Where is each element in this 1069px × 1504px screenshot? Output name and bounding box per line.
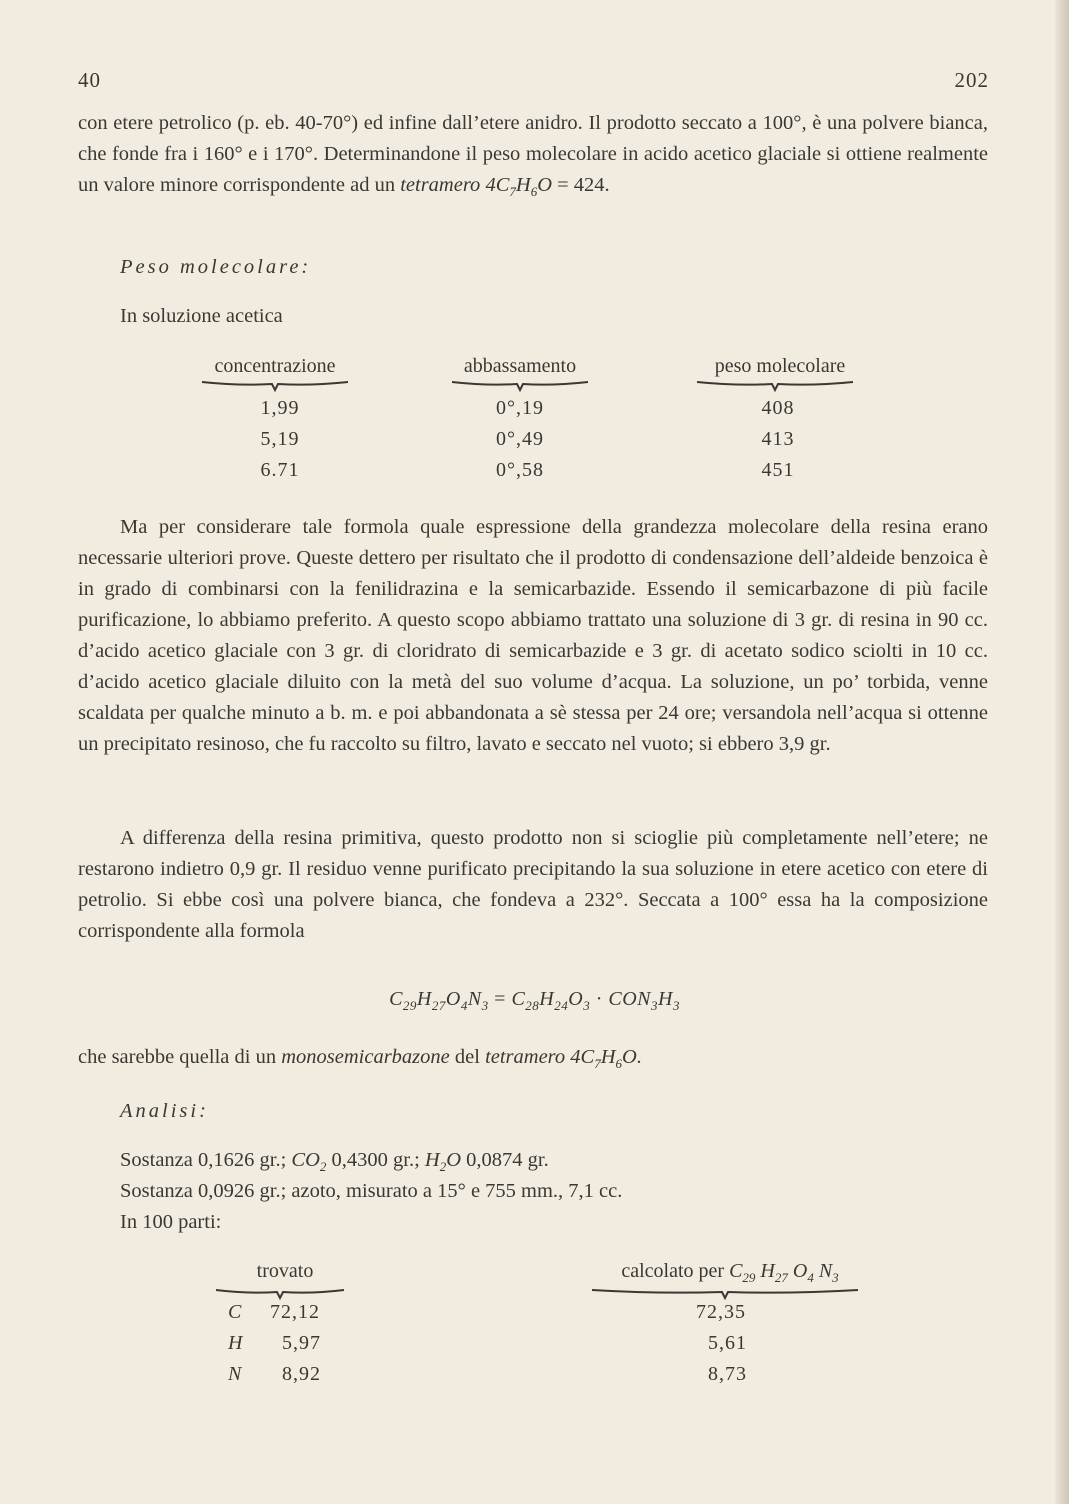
table1-header-peso-molecolare: peso molecolare	[714, 355, 846, 377]
paragraph-purification: A differenza della resina primitiva, questo prodotto non si scioglie più completamente nell’etere; ne restarono indietro 0,9 gr. Il residuo venne purificato precipitando la sua soluzione in etere acetico con etere di petrolio. Si ebbe così una polvere bianca, che fondeva a 232°. Seccata a 100° essa ha la composizione corrispondente alla formola	[78, 827, 988, 942]
term-tetramero: tetramero	[485, 1046, 566, 1068]
table1-cell: 1,99	[260, 397, 300, 419]
element-label: C	[228, 1301, 242, 1323]
found-value: 5,97	[282, 1332, 321, 1354]
table2-header-calcolato: calcolato per $C_{29}$ $H_{27}$ $O_4$ $N_3$	[621, 1260, 839, 1285]
table1-header-concentrazione: concentrazione	[214, 355, 336, 377]
formula-monosemicarbazone: $C_{29}H_{27}O_4N_3 = C_{28}H_{24}O_3 \cdot CON_3H_3$	[389, 988, 680, 1013]
page-edge	[1055, 0, 1069, 1504]
found-value: 72,12	[270, 1301, 320, 1323]
table1-cell: 0°,58	[496, 459, 544, 481]
term-monosemicarbazone: monosemicarbazone	[281, 1046, 450, 1068]
page-number-right: 202	[954, 68, 989, 92]
heading-peso-molecolare: Peso molecolare:	[120, 256, 312, 278]
table1-cell: 451	[761, 459, 795, 481]
table1-header-abbassamento: abbassamento	[463, 355, 577, 377]
table1-cell: 6.71	[260, 459, 300, 481]
table2-brace-found	[214, 1288, 346, 1302]
table2-brace-calc	[590, 1288, 860, 1302]
element-label: H	[228, 1332, 243, 1354]
table1-brace-3	[695, 380, 855, 394]
found-value: 8,92	[282, 1363, 321, 1385]
calc-value: 5,61	[708, 1332, 747, 1354]
table1-cell: 408	[761, 397, 795, 419]
paragraph-semicarbazone: Ma per considerare tale formola quale espressione della grandezza molecolare della resina erano necessarie ulteriori prove. Queste dettero per risultato che il prodotto di condensazione dell’aldeide benzoica è in grado di combinarsi con la fenilidrazina e la semicarbazide. Essendo il semicarbazone di più facile purificazione, lo abbiamo preferito. A questo scopo abbiamo trattato una soluzione di 3 gr. di resina in 90 cc. d’acido acetico glaciale con 3 gr. di cloridrato di semicarbazide e 3 gr. di acetato sodico sciolti in 10 cc. d’acido acetico glaciale diluito con la metà del suo volume d’acqua. La soluzione, un po’ torbida, venne scaldata per qualche minuto a b. m. e poi abbandonata a sè stessa per 24 ore; versandola nell’acqua si ottenne un precipitato resinoso, che fu raccolto su filtro, lavato e seccato nel vuoto; si ebbero 3,9 gr.	[78, 516, 988, 755]
analysis-line-2: Sostanza 0,0926 gr.; azoto, misurato a 15° e 755 mm., 7,1 cc.	[120, 1180, 623, 1202]
analysis-line-3: In 100 parti:	[120, 1211, 222, 1233]
paragraph-intro-tail: = 424.	[552, 174, 610, 196]
table1-cell: 0°,19	[496, 397, 544, 419]
calc-value: 8,73	[708, 1363, 747, 1385]
paragraph-conclusion: che sarebbe quella di un monosemicarbazone del tetramero $4C_7H_6O$.	[78, 1046, 642, 1071]
paragraph-intro	[78, 108, 988, 201]
table1-brace-2	[450, 380, 590, 394]
calc-value: 72,35	[696, 1301, 746, 1323]
analysis-line-1: Sostanza 0,1626 gr.; $CO_2$ 0,4300 gr.; $H_2O$ 0,0874 gr.	[120, 1149, 549, 1174]
element-label: N	[228, 1363, 242, 1385]
table1-cell: 0°,49	[496, 428, 544, 450]
table1-cell: 5,19	[260, 428, 300, 450]
paragraph-intro-text: con etere petrolico (p. eb. 40-70°) ed infine dall’etere anidro. Il prodotto seccato a 100°, è una polvere bianca, che fonde fra i 160° e i 170°. Determinandone il peso molecolare in acido acetico glaciale si ottiene realmente un valore minore corrispondente ad un	[78, 112, 988, 196]
term-tetramero: tetramero	[400, 174, 481, 196]
page-number-left: 40	[78, 68, 101, 92]
table1-brace-1	[200, 380, 350, 394]
formula-tetramer: $4C_7H_6O$	[485, 174, 552, 199]
table2-header-trovato: trovato	[256, 1260, 314, 1282]
formula-tetramer: $4C_7H_6O$.	[570, 1046, 642, 1071]
solution-line: In soluzione acetica	[120, 305, 283, 327]
table1-cell: 413	[761, 428, 795, 450]
heading-analisi: Analisi:	[120, 1100, 209, 1122]
